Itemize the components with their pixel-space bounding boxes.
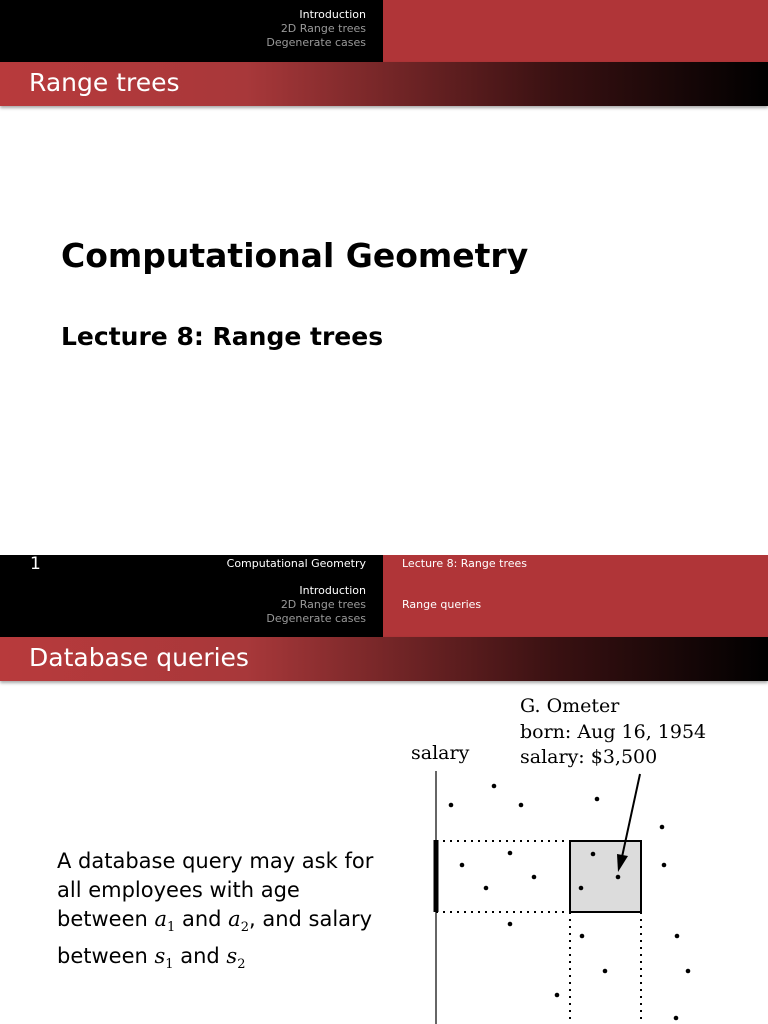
annotation-salary: salary: $3,500 — [520, 746, 658, 768]
data-point — [660, 825, 665, 830]
section-navigation — [266, 8, 366, 50]
nav-section-2d-range-trees[interactable]: 2D Range trees — [280, 22, 366, 35]
symbol-s: s — [226, 944, 238, 969]
text-and: and — [173, 944, 227, 969]
symbol-a: a — [228, 907, 241, 931]
frame-title: Range trees — [29, 68, 180, 97]
subscript-2: 2 — [237, 957, 246, 973]
data-point — [555, 993, 560, 998]
nav-section-introduction[interactable]: Introduction — [299, 8, 366, 21]
data-point — [603, 969, 608, 974]
nav-section-degenerate-cases[interactable]: Degenerate cases — [266, 36, 366, 49]
footer-lecture-title: Lecture 8: Range trees — [402, 557, 528, 570]
data-point — [674, 1016, 679, 1021]
data-point — [460, 863, 465, 868]
nav-left-panel — [0, 0, 383, 62]
salary-axis-label: salary — [411, 742, 470, 764]
data-point — [508, 922, 513, 927]
subscript-2: 2 — [240, 920, 249, 936]
slide-number: 1 — [30, 555, 41, 574]
symbol-s: s — [154, 944, 166, 969]
nav-section-degenerate-cases[interactable]: Degenerate cases — [266, 612, 366, 625]
data-point — [449, 803, 454, 808]
data-point — [662, 863, 667, 868]
data-point — [532, 875, 537, 880]
query-rectangle — [570, 841, 641, 912]
annotation-name: G. Ometer — [520, 695, 620, 717]
lecture-subtitle: Lecture 8: Range trees — [61, 322, 384, 351]
text-between: between — [57, 944, 155, 969]
navigation-bar — [0, 0, 768, 62]
footer-presentation-title: Computational Geometry — [226, 557, 366, 570]
subscript-1: 1 — [165, 957, 174, 973]
symbol-a: a — [154, 907, 168, 931]
data-point — [484, 886, 489, 891]
subscript-1: 1 — [167, 920, 176, 936]
nav-right-panel — [383, 0, 768, 62]
range-query-figure — [0, 555, 768, 1024]
nav-subsection-range-queries[interactable]: Range queries — [402, 598, 482, 611]
frame-title-bar — [0, 62, 768, 106]
query-line-1: A database query may ask for — [57, 849, 374, 873]
frame-title: Database queries — [29, 643, 249, 672]
nav-section-2d-range-trees[interactable]: 2D Range trees — [280, 598, 366, 611]
query-line-2: all employees with age — [57, 878, 300, 902]
data-point — [675, 934, 680, 939]
text-between: between — [57, 907, 155, 931]
text-and: and — [175, 907, 229, 931]
presentation-title: Computational Geometry — [61, 236, 529, 275]
data-point — [686, 969, 691, 974]
data-point-g-ometer — [616, 875, 621, 880]
data-point — [595, 797, 600, 802]
annotation-born: born: Aug 16, 1954 — [520, 721, 707, 743]
nav-section-introduction[interactable]: Introduction — [299, 584, 366, 597]
data-point — [591, 852, 596, 857]
data-point — [579, 886, 584, 891]
data-point — [492, 784, 497, 789]
data-point — [580, 934, 585, 939]
database-queries-slide — [0, 555, 768, 1024]
text-and-salary: , and salary — [248, 907, 373, 931]
data-point — [519, 803, 524, 808]
data-point — [508, 851, 513, 856]
